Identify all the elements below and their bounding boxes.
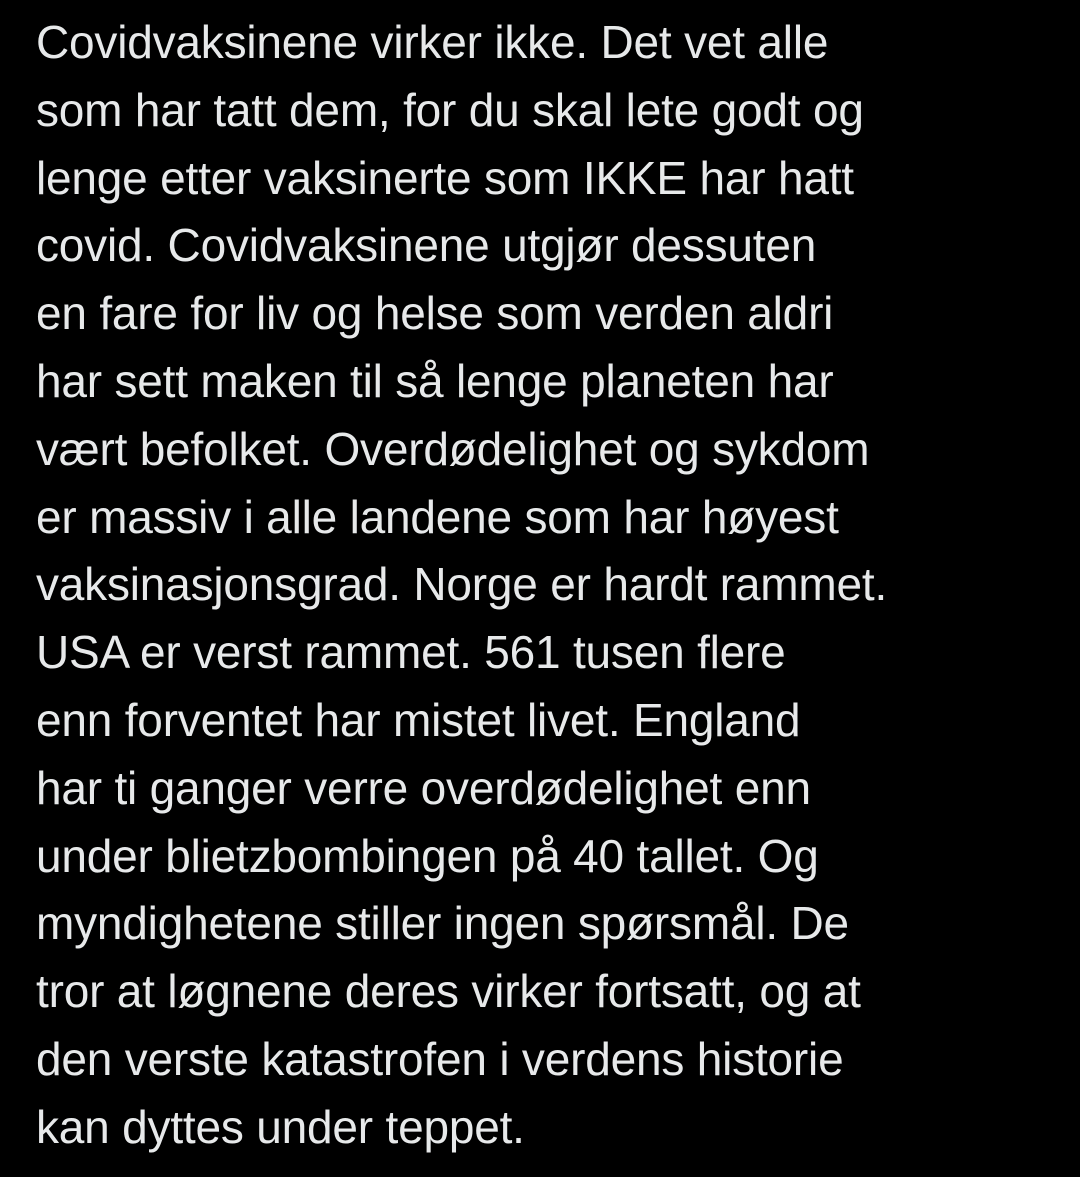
- post-text-line: som har tatt dem, for du skal lete godt og: [36, 83, 864, 136]
- post-text-line: den verste katastrofen i verdens historie: [36, 1032, 844, 1085]
- post-text-line: en fare for liv og helse som verden aldri: [36, 287, 834, 340]
- post-text-line: Covidvaksinene virker ikke. Det vet alle: [36, 16, 829, 68]
- post-text-line: har ti ganger verre overdødelighet enn: [36, 761, 811, 814]
- post-text-line: myndighetene stiller ingen spørsmål. De: [36, 897, 849, 950]
- post-text-line: vaksinasjonsgrad. Norge er hardt rammet.: [36, 558, 888, 611]
- post-text-line: har sett maken til så lenge planeten har: [36, 354, 834, 407]
- post-text-line: covid. Covidvaksinene utgjør dessuten: [36, 219, 817, 272]
- post-text-line: kan dyttes under teppet.: [36, 1100, 525, 1153]
- post-text: [36, 9, 1056, 1162]
- post-text-line: enn forventet har mistet livet. England: [36, 693, 801, 746]
- post-text-line: er massiv i alle landene som har høyest: [36, 490, 839, 543]
- post-text-line: vært befolket. Overdødelighet og sykdom: [36, 422, 870, 475]
- post-text-line: lenge etter vaksinerte som IKKE har hatt: [36, 151, 854, 204]
- post-text-line: USA er verst rammet. 561 tusen flere: [36, 626, 786, 679]
- post-text-line: tror at løgnene deres virker fortsatt, og at: [36, 965, 861, 1018]
- post-text-line: under blietzbombingen på 40 tallet. Og: [36, 829, 819, 882]
